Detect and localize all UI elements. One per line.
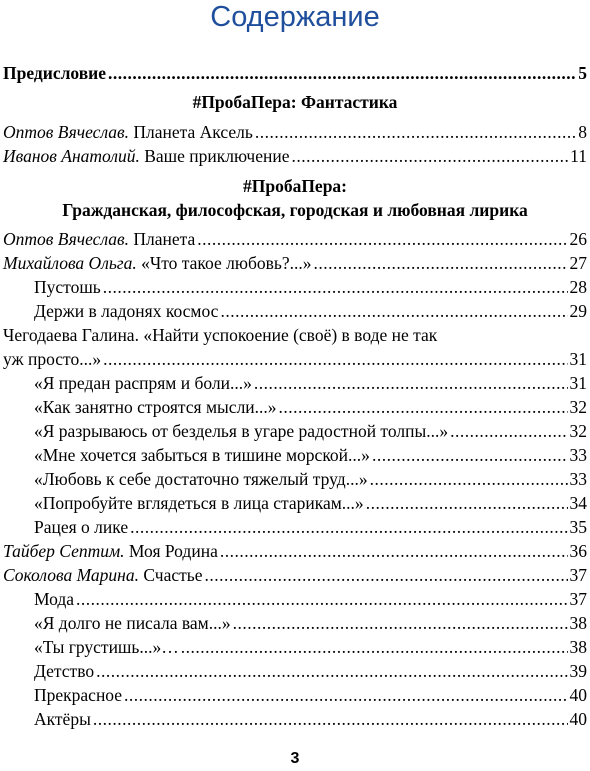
toc-page: 33 [569,445,587,465]
dot-leader [76,589,567,610]
dot-leader [372,445,568,466]
dot-leader [124,685,567,706]
toc-entry[interactable] [34,373,587,394]
toc-entry[interactable] [34,517,587,538]
toc-page: 40 [569,709,587,729]
toc-title: «Мне хочется забыться в тишине морской...» [34,445,370,465]
toc-title: Мода [34,589,75,609]
toc-page: 31 [569,349,587,369]
dot-leader [370,469,568,490]
toc-entry[interactable] [34,277,587,298]
toc-entry[interactable] [34,445,587,466]
toc-entry[interactable] [34,421,587,442]
dot-leader [254,373,568,394]
toc-page: 11 [570,146,587,166]
toc-title: Ваше приключение [139,146,290,166]
toc-title: «Как занятно строятся мысли...» [34,397,277,417]
toc-page: 39 [569,661,587,681]
toc-entry[interactable] [34,397,587,418]
toc-page: 34 [569,493,587,513]
dot-leader [205,565,568,586]
toc-page: 38 [569,637,587,657]
toc-entry-first-line[interactable] [3,325,587,346]
dot-leader [233,613,568,634]
toc-page: 28 [569,277,587,297]
dot-leader [255,122,576,143]
dot-leader [220,541,568,562]
toc-title: Счастье [138,565,203,585]
toc-author: Иванов Анатолий. [3,146,140,166]
toc-author: Чегодаева Галина. [3,325,139,345]
toc-title: «Попробуйте вглядеться в лица старикам...» [34,493,364,513]
toc-entry[interactable] [34,301,587,322]
toc-entry[interactable] [3,122,587,143]
toc-page: 37 [569,565,587,585]
toc-title: «Я предан распрям и боли...» [34,373,252,393]
toc-entry[interactable] [34,709,587,730]
toc-label: Предисловие [3,63,107,83]
dot-leader [279,397,568,418]
toc-page: 33 [569,469,587,489]
dot-leader [108,63,576,84]
dot-leader [103,349,567,370]
page-title: Содержание [210,1,380,33]
toc-title: «Любовь к себе достаточно тяжелый труд...» [34,469,368,489]
section-heading-lyrics-line2: Гражданская, философская, городская и любовная лирика [62,200,528,220]
toc-title: Рацея о лике [34,517,129,537]
section-heading-fantasy: #ПробаПера: Фантастика [192,92,398,112]
toc-entry[interactable] [3,541,587,562]
dot-leader [96,661,567,682]
section-heading-lyrics-line1: #ПробаПера: [242,176,348,196]
toc-page: 38 [569,613,587,633]
toc-title: «Найти успокоение (своё) в воде не так [138,325,438,345]
toc-page: 36 [569,541,587,561]
toc-entry[interactable] [3,229,587,250]
dot-leader [314,253,568,274]
toc-author: Оптов Вячеслав. [3,122,130,142]
dot-leader [103,277,568,298]
dot-leader [220,301,567,322]
toc-author: Оптов Вячеслав. [3,229,130,249]
dot-leader [197,229,567,250]
toc-page: 8 [578,122,587,142]
dot-leader [181,637,568,658]
toc-title: Держи в ладонях космос [34,301,219,321]
toc-page: 26 [569,229,587,249]
toc-entry[interactable] [3,565,587,586]
toc-page: 37 [569,589,587,609]
toc-entry[interactable] [34,469,587,490]
toc-author: Тайбер Септим. [3,541,125,561]
toc-title-continued: уж просто...» [3,349,102,369]
toc-title: Актёры [34,709,91,729]
toc-entry[interactable] [3,349,587,370]
toc-entry[interactable] [34,493,587,514]
toc-page: 40 [569,685,587,705]
toc-page: 29 [569,301,587,321]
toc-entry[interactable] [3,146,587,167]
dot-leader [366,493,568,514]
toc-page: 35 [569,517,587,537]
toc-entry[interactable] [3,253,587,274]
dot-leader [291,146,568,167]
toc-title: Детство [34,661,95,681]
toc-title: Прекрасное [34,685,123,705]
dot-leader [450,421,567,442]
toc-title: Моя Родина [124,541,218,561]
dot-leader [130,517,567,538]
toc-page: 27 [569,253,587,273]
toc-entry[interactable] [34,613,587,634]
page-number: 3 [290,750,300,767]
toc-author: Михайлова Ольга. [3,253,137,273]
toc-title: Пустошь [34,277,101,297]
toc-title: «Я разрываюсь от безделья в угаре радостной толпы...» [34,421,449,441]
toc-title: «Ты грустишь...»… [34,637,179,657]
toc-entry[interactable] [34,637,587,658]
toc-title: «Что такое любовь?...» [136,253,312,273]
toc-page: 32 [569,421,587,441]
toc-entry[interactable] [34,661,587,682]
toc-page: 32 [569,397,587,417]
toc-entry[interactable] [34,589,587,610]
toc-entry[interactable] [34,685,587,706]
toc-title: «Я долго не писала вам...» [34,613,231,633]
toc-title: Планета Аксель [129,122,253,142]
toc-entry-preface[interactable] [3,63,587,84]
toc-page: 5 [578,63,587,83]
dot-leader [93,709,568,730]
toc-author: Соколова Марина. [3,565,139,585]
toc-page: 31 [569,373,587,393]
toc-title: Планета [129,229,196,249]
